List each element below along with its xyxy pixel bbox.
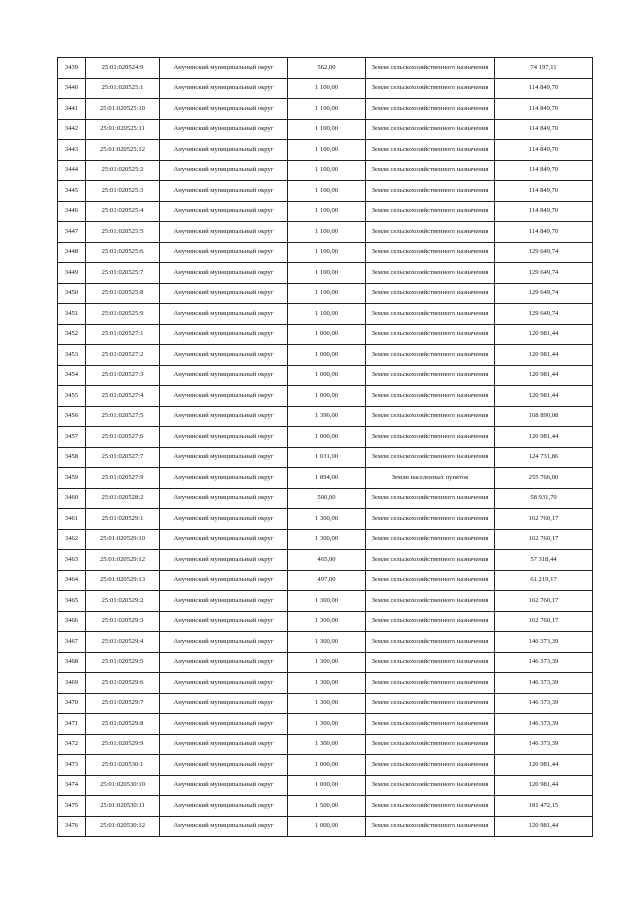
row-number-cell: 3473	[58, 755, 86, 776]
municipality-cell: Анучинский муниципальный округ	[160, 181, 288, 202]
municipality-cell: Анучинский муниципальный округ	[160, 140, 288, 161]
table-row	[58, 714, 593, 735]
table-body	[58, 58, 593, 837]
row-number-cell: 3442	[58, 119, 86, 140]
municipality-cell: Анучинский муниципальный округ	[160, 365, 288, 386]
cadastral-number-cell: 25:01:020525:7	[86, 263, 160, 284]
municipality-cell: Анучинский муниципальный округ	[160, 447, 288, 468]
land-category-cell: Земли сельскохозяйственного назначения	[366, 755, 495, 776]
cadastral-value-cell: 162 760,17	[495, 529, 593, 550]
cadastral-value-cell: 146 373,39	[495, 673, 593, 694]
row-number-cell: 3467	[58, 632, 86, 653]
land-category-cell: Земли сельскохозяйственного назначения	[366, 611, 495, 632]
cadastral-value-cell: 114 849,70	[495, 140, 593, 161]
area-cell: 1 100,00	[288, 140, 366, 161]
land-category-cell: Земли сельскохозяйственного назначения	[366, 283, 495, 304]
cadastral-number-cell: 25:01:020525:11	[86, 119, 160, 140]
table-row	[58, 673, 593, 694]
table-row	[58, 181, 593, 202]
row-number-cell: 3470	[58, 693, 86, 714]
land-category-cell: Земли сельскохозяйственного назначения	[366, 304, 495, 325]
cadastral-number-cell: 25:01:020527:2	[86, 345, 160, 366]
cadastral-number-cell: 25:01:020527:6	[86, 427, 160, 448]
cadastral-number-cell: 25:01:020527:1	[86, 324, 160, 345]
table-row	[58, 78, 593, 99]
municipality-cell: Анучинский муниципальный округ	[160, 611, 288, 632]
area-cell: 1 000,00	[288, 386, 366, 407]
land-category-cell: Земли сельскохозяйственного назначения	[366, 591, 495, 612]
area-cell: 1 100,00	[288, 242, 366, 263]
municipality-cell: Анучинский муниципальный округ	[160, 222, 288, 243]
row-number-cell: 3475	[58, 796, 86, 817]
municipality-cell: Анучинский муниципальный округ	[160, 99, 288, 120]
cadastral-number-cell: 25:01:020529:13	[86, 570, 160, 591]
area-cell: 1 100,00	[288, 283, 366, 304]
land-category-cell: Земли сельскохозяйственного назначения	[366, 509, 495, 530]
table-row	[58, 447, 593, 468]
row-number-cell: 3459	[58, 468, 86, 489]
land-category-cell: Земли сельскохозяйственного назначения	[366, 529, 495, 550]
area-cell: 1 894,00	[288, 468, 366, 489]
area-cell: 1 100,00	[288, 181, 366, 202]
area-cell: 1 100,00	[288, 304, 366, 325]
table-row	[58, 427, 593, 448]
cadastral-value-cell: 129 649,74	[495, 283, 593, 304]
table-row	[58, 242, 593, 263]
cadastral-value-cell: 120 981,44	[495, 386, 593, 407]
land-category-cell: Земли сельскохозяйственного назначения	[366, 386, 495, 407]
land-category-cell: Земли населенных пунктов	[366, 468, 495, 489]
area-cell: 1 300,00	[288, 529, 366, 550]
table-row	[58, 796, 593, 817]
cadastral-value-cell: 120 981,44	[495, 755, 593, 776]
area-cell: 1 000,00	[288, 345, 366, 366]
land-category-cell: Земли сельскохозяйственного назначения	[366, 816, 495, 837]
table-row	[58, 755, 593, 776]
land-category-cell: Земли сельскохозяйственного назначения	[366, 673, 495, 694]
cadastral-value-cell: 146 373,39	[495, 652, 593, 673]
cadastral-value-cell: 129 649,74	[495, 304, 593, 325]
area-cell: 1 100,00	[288, 160, 366, 181]
land-category-cell: Земли сельскохозяйственного назначения	[366, 119, 495, 140]
municipality-cell: Анучинский муниципальный округ	[160, 550, 288, 571]
table-row	[58, 652, 593, 673]
area-cell: 1 100,00	[288, 222, 366, 243]
municipality-cell: Анучинский муниципальный округ	[160, 263, 288, 284]
cadastral-number-cell: 25:01:020530:12	[86, 816, 160, 837]
cadastral-value-cell: 124 731,86	[495, 447, 593, 468]
municipality-cell: Анучинский муниципальный округ	[160, 386, 288, 407]
cadastral-value-cell: 120 981,44	[495, 775, 593, 796]
table-row	[58, 222, 593, 243]
row-number-cell: 3457	[58, 427, 86, 448]
row-number-cell: 3446	[58, 201, 86, 222]
cadastral-value-cell: 181 472,15	[495, 796, 593, 817]
cadastral-number-cell: 25:01:020527:7	[86, 447, 160, 468]
land-category-cell: Земли сельскохозяйственного назначения	[366, 632, 495, 653]
row-number-cell: 3450	[58, 283, 86, 304]
cadastral-value-cell: 58 931,70	[495, 488, 593, 509]
land-category-cell: Земли сельскохозяйственного назначения	[366, 222, 495, 243]
cadastral-value-cell: 255 766,00	[495, 468, 593, 489]
row-number-cell: 3451	[58, 304, 86, 325]
land-category-cell: Земли сельскохозяйственного назначения	[366, 242, 495, 263]
land-category-cell: Земли сельскохозяйственного назначения	[366, 58, 495, 79]
table-row	[58, 734, 593, 755]
area-cell: 1 000,00	[288, 816, 366, 837]
land-category-cell: Земли сельскохозяйственного назначения	[366, 99, 495, 120]
row-number-cell: 3460	[58, 488, 86, 509]
cadastral-value-cell: 114 849,70	[495, 181, 593, 202]
table-row	[58, 160, 593, 181]
table-row	[58, 611, 593, 632]
area-cell: 1 100,00	[288, 78, 366, 99]
cadastral-number-cell: 25:01:020530:1	[86, 755, 160, 776]
cadastral-value-cell: 146 373,39	[495, 714, 593, 735]
land-category-cell: Земли сельскохозяйственного назначения	[366, 324, 495, 345]
land-category-cell: Земли сельскохозяйственного назначения	[366, 345, 495, 366]
row-number-cell: 3441	[58, 99, 86, 120]
table-row	[58, 201, 593, 222]
table-row	[58, 468, 593, 489]
land-category-cell: Земли сельскохозяйственного назначения	[366, 140, 495, 161]
row-number-cell: 3443	[58, 140, 86, 161]
area-cell: 465,00	[288, 550, 366, 571]
land-category-cell: Земли сельскохозяйственного назначения	[366, 488, 495, 509]
table-row	[58, 365, 593, 386]
cadastral-number-cell: 25:01:020525:8	[86, 283, 160, 304]
cadastral-value-cell: 114 849,70	[495, 201, 593, 222]
cadastral-number-cell: 25:01:020527:9	[86, 468, 160, 489]
cadastral-value-cell: 162 760,17	[495, 591, 593, 612]
area-cell: 1 000,00	[288, 427, 366, 448]
municipality-cell: Анучинский муниципальный округ	[160, 304, 288, 325]
municipality-cell: Анучинский муниципальный округ	[160, 755, 288, 776]
table-row	[58, 529, 593, 550]
land-category-cell: Земли сельскохозяйственного назначения	[366, 693, 495, 714]
municipality-cell: Анучинский муниципальный округ	[160, 58, 288, 79]
cadastral-number-cell: 25:01:020529:6	[86, 673, 160, 694]
area-cell: 1 300,00	[288, 714, 366, 735]
municipality-cell: Анучинский муниципальный округ	[160, 734, 288, 755]
municipality-cell: Анучинский муниципальный округ	[160, 632, 288, 653]
table-row	[58, 345, 593, 366]
row-number-cell: 3474	[58, 775, 86, 796]
cadastral-value-cell: 61 219,17	[495, 570, 593, 591]
table-row	[58, 324, 593, 345]
cadastral-number-cell: 25:01:020529:1	[86, 509, 160, 530]
cadastral-number-cell: 25:01:020525:12	[86, 140, 160, 161]
cadastral-value-cell: 57 318,44	[495, 550, 593, 571]
row-number-cell: 3463	[58, 550, 86, 571]
area-cell: 500,00	[288, 488, 366, 509]
area-cell: 1 396,00	[288, 406, 366, 427]
area-cell: 1 300,00	[288, 611, 366, 632]
cadastral-number-cell: 25:01:020529:10	[86, 529, 160, 550]
land-category-cell: Земли сельскохозяйственного назначения	[366, 365, 495, 386]
table-row	[58, 693, 593, 714]
cadastral-number-cell: 25:01:020525:10	[86, 99, 160, 120]
municipality-cell: Анучинский муниципальный округ	[160, 488, 288, 509]
row-number-cell: 3455	[58, 386, 86, 407]
municipality-cell: Анучинский муниципальный округ	[160, 775, 288, 796]
municipality-cell: Анучинский муниципальный округ	[160, 324, 288, 345]
table-row	[58, 775, 593, 796]
table-row	[58, 140, 593, 161]
table-row	[58, 591, 593, 612]
area-cell: 1 100,00	[288, 99, 366, 120]
area-cell: 1 300,00	[288, 509, 366, 530]
table-row	[58, 488, 593, 509]
municipality-cell: Анучинский муниципальный округ	[160, 570, 288, 591]
area-cell: 1 000,00	[288, 324, 366, 345]
municipality-cell: Анучинский муниципальный округ	[160, 652, 288, 673]
cadastral-number-cell: 25:01:020530:11	[86, 796, 160, 817]
cadastral-number-cell: 25:01:020525:1	[86, 78, 160, 99]
cadastral-number-cell: 25:01:020529:2	[86, 591, 160, 612]
row-number-cell: 3452	[58, 324, 86, 345]
land-category-cell: Земли сельскохозяйственного назначения	[366, 550, 495, 571]
row-number-cell: 3472	[58, 734, 86, 755]
municipality-cell: Анучинский муниципальный округ	[160, 714, 288, 735]
land-category-cell: Земли сельскохозяйственного назначения	[366, 201, 495, 222]
land-category-cell: Земли сельскохозяйственного назначения	[366, 714, 495, 735]
row-number-cell: 3461	[58, 509, 86, 530]
cadastral-number-cell: 25:01:020529:8	[86, 714, 160, 735]
municipality-cell: Анучинский муниципальный округ	[160, 201, 288, 222]
cadastral-number-cell: 25:01:020529:12	[86, 550, 160, 571]
table-row	[58, 119, 593, 140]
cadastral-value-cell: 146 373,39	[495, 632, 593, 653]
cadastral-number-cell: 25:01:020525:9	[86, 304, 160, 325]
row-number-cell: 3439	[58, 58, 86, 79]
cadastral-number-cell: 25:01:020525:2	[86, 160, 160, 181]
land-category-cell: Земли сельскохозяйственного назначения	[366, 796, 495, 817]
cadastral-value-cell: 129 649,74	[495, 242, 593, 263]
cadastral-value-cell: 168 890,08	[495, 406, 593, 427]
table-row	[58, 283, 593, 304]
area-cell: 1 500,00	[288, 796, 366, 817]
municipality-cell: Анучинский муниципальный округ	[160, 816, 288, 837]
cadastral-value-cell: 114 849,70	[495, 119, 593, 140]
row-number-cell: 3471	[58, 714, 86, 735]
area-cell: 1 300,00	[288, 734, 366, 755]
table-row	[58, 550, 593, 571]
municipality-cell: Анучинский муниципальный округ	[160, 796, 288, 817]
land-category-cell: Земли сельскохозяйственного назначения	[366, 78, 495, 99]
cadastral-value-cell: 146 373,39	[495, 693, 593, 714]
area-cell: 1 100,00	[288, 263, 366, 284]
area-cell: 1 000,00	[288, 365, 366, 386]
row-number-cell: 3465	[58, 591, 86, 612]
municipality-cell: Анучинский муниципальный округ	[160, 345, 288, 366]
cadastral-value-cell: 120 981,44	[495, 365, 593, 386]
land-category-cell: Земли сельскохозяйственного назначения	[366, 652, 495, 673]
area-cell: 1 300,00	[288, 591, 366, 612]
table-row	[58, 99, 593, 120]
cadastral-number-cell: 25:01:020525:4	[86, 201, 160, 222]
cadastral-value-cell: 114 849,70	[495, 78, 593, 99]
area-cell: 562,00	[288, 58, 366, 79]
municipality-cell: Анучинский муниципальный округ	[160, 693, 288, 714]
area-cell: 1 300,00	[288, 673, 366, 694]
row-number-cell: 3445	[58, 181, 86, 202]
area-cell: 1 031,00	[288, 447, 366, 468]
municipality-cell: Анучинский муниципальный округ	[160, 427, 288, 448]
cadastral-number-cell: 25:01:020527:4	[86, 386, 160, 407]
row-number-cell: 3458	[58, 447, 86, 468]
row-number-cell: 3444	[58, 160, 86, 181]
land-category-cell: Земли сельскохозяйственного назначения	[366, 734, 495, 755]
cadastral-number-cell: 25:01:020525:3	[86, 181, 160, 202]
cadastral-value-cell: 120 981,44	[495, 345, 593, 366]
cadastral-value-cell: 162 760,17	[495, 611, 593, 632]
land-category-cell: Земли сельскохозяйственного назначения	[366, 570, 495, 591]
row-number-cell: 3466	[58, 611, 86, 632]
row-number-cell: 3456	[58, 406, 86, 427]
area-cell: 1 300,00	[288, 693, 366, 714]
municipality-cell: Анучинский муниципальный округ	[160, 160, 288, 181]
cadastral-number-cell: 25:01:020527:5	[86, 406, 160, 427]
municipality-cell: Анучинский муниципальный округ	[160, 468, 288, 489]
table-row	[58, 263, 593, 284]
municipality-cell: Анучинский муниципальный округ	[160, 119, 288, 140]
cadastral-number-cell: 25:01:020529:5	[86, 652, 160, 673]
row-number-cell: 3468	[58, 652, 86, 673]
row-number-cell: 3448	[58, 242, 86, 263]
cadastral-number-cell: 25:01:020529:4	[86, 632, 160, 653]
land-category-cell: Земли сельскохозяйственного назначения	[366, 263, 495, 284]
municipality-cell: Анучинский муниципальный округ	[160, 283, 288, 304]
cadastral-value-cell: 162 760,17	[495, 509, 593, 530]
municipality-cell: Анучинский муниципальный округ	[160, 242, 288, 263]
area-cell: 1 300,00	[288, 632, 366, 653]
row-number-cell: 3469	[58, 673, 86, 694]
row-number-cell: 3464	[58, 570, 86, 591]
row-number-cell: 3449	[58, 263, 86, 284]
cadastral-value-cell: 74 197,11	[495, 58, 593, 79]
cadastral-number-cell: 25:01:020529:7	[86, 693, 160, 714]
cadastral-number-cell: 25:01:020528:2	[86, 488, 160, 509]
table-row	[58, 632, 593, 653]
municipality-cell: Анучинский муниципальный округ	[160, 529, 288, 550]
area-cell: 1 000,00	[288, 775, 366, 796]
land-category-cell: Земли сельскохозяйственного назначения	[366, 406, 495, 427]
municipality-cell: Анучинский муниципальный округ	[160, 591, 288, 612]
cadastral-value-cell: 120 981,44	[495, 816, 593, 837]
area-cell: 1 300,00	[288, 652, 366, 673]
land-category-cell: Земли сельскохозяйственного назначения	[366, 160, 495, 181]
cadastral-number-cell: 25:01:020525:5	[86, 222, 160, 243]
row-number-cell: 3447	[58, 222, 86, 243]
table-row	[58, 304, 593, 325]
cadastral-value-cell: 114 849,70	[495, 99, 593, 120]
cadastral-value-cell: 114 849,70	[495, 222, 593, 243]
table-row	[58, 58, 593, 79]
table-row	[58, 570, 593, 591]
cadastral-value-cell: 146 373,39	[495, 734, 593, 755]
municipality-cell: Анучинский муниципальный округ	[160, 78, 288, 99]
area-cell: 1 100,00	[288, 119, 366, 140]
table-row	[58, 816, 593, 837]
area-cell: 1 100,00	[288, 201, 366, 222]
cadastral-number-cell: 25:01:020524:9	[86, 58, 160, 79]
cadastral-number-cell: 25:01:020525:6	[86, 242, 160, 263]
cadastral-number-cell: 25:01:020529:3	[86, 611, 160, 632]
municipality-cell: Анучинский муниципальный округ	[160, 673, 288, 694]
row-number-cell: 3440	[58, 78, 86, 99]
municipality-cell: Анучинский муниципальный округ	[160, 406, 288, 427]
land-category-cell: Земли сельскохозяйственного назначения	[366, 181, 495, 202]
cadastral-value-cell: 129 649,74	[495, 263, 593, 284]
table-row	[58, 386, 593, 407]
cadastral-value-cell: 120 981,44	[495, 427, 593, 448]
row-number-cell: 3462	[58, 529, 86, 550]
table-row	[58, 509, 593, 530]
row-number-cell: 3476	[58, 816, 86, 837]
area-cell: 1 000,00	[288, 755, 366, 776]
table-row	[58, 406, 593, 427]
land-category-cell: Земли сельскохозяйственного назначения	[366, 775, 495, 796]
land-category-cell: Земли сельскохозяйственного назначения	[366, 447, 495, 468]
cadastral-number-cell: 25:01:020530:10	[86, 775, 160, 796]
land-registry-table	[57, 57, 593, 837]
row-number-cell: 3453	[58, 345, 86, 366]
cadastral-number-cell: 25:01:020529:9	[86, 734, 160, 755]
municipality-cell: Анучинский муниципальный округ	[160, 509, 288, 530]
land-category-cell: Земли сельскохозяйственного назначения	[366, 427, 495, 448]
cadastral-value-cell: 114 849,70	[495, 160, 593, 181]
cadastral-value-cell: 120 981,44	[495, 324, 593, 345]
row-number-cell: 3454	[58, 365, 86, 386]
cadastral-number-cell: 25:01:020527:3	[86, 365, 160, 386]
area-cell: 497,00	[288, 570, 366, 591]
